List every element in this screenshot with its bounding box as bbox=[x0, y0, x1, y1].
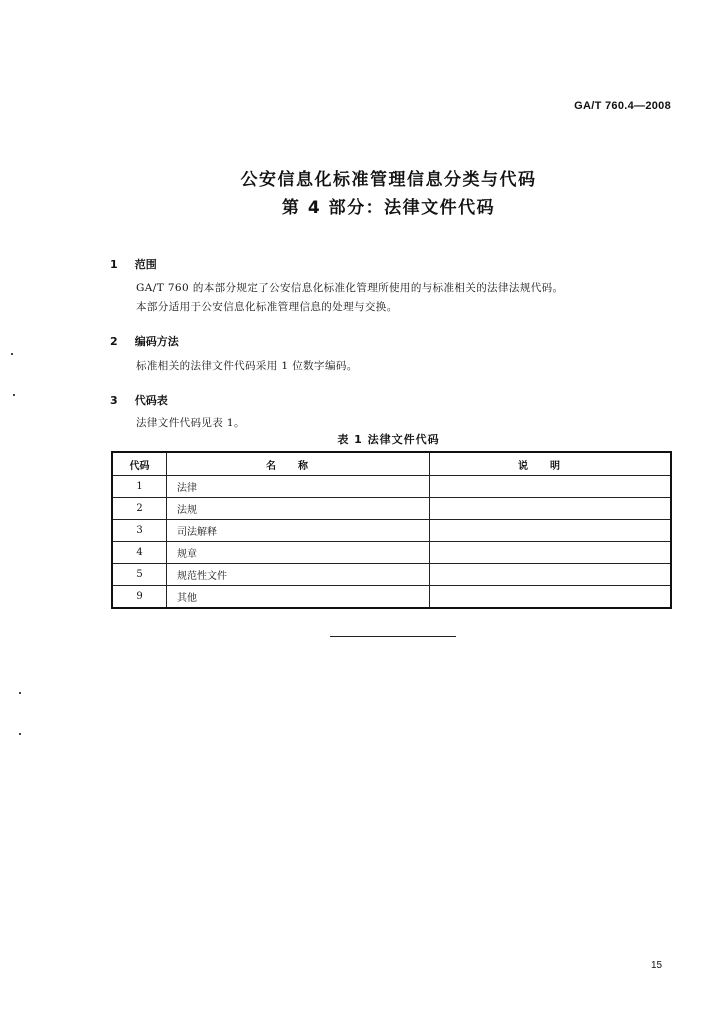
section-number: 3 bbox=[110, 394, 118, 407]
cell-code: 2 bbox=[112, 498, 167, 520]
cell-description bbox=[430, 542, 672, 564]
cell-code: 3 bbox=[112, 520, 167, 542]
scan-speck bbox=[19, 733, 21, 735]
table-row bbox=[112, 586, 671, 609]
section-2-heading bbox=[110, 330, 179, 349]
cell-name: 其他 bbox=[167, 586, 430, 609]
section-3-paragraph-1: 法律文件代码见表 1。 bbox=[136, 417, 245, 429]
cell-description bbox=[430, 520, 672, 542]
section-title: 代码表 bbox=[134, 394, 168, 407]
cell-description bbox=[430, 476, 672, 498]
section-title: 范围 bbox=[134, 258, 157, 271]
cell-name: 规范性文件 bbox=[167, 564, 430, 586]
scan-speck bbox=[13, 394, 15, 396]
section-3-heading bbox=[110, 389, 168, 408]
document-subtitle: 第 4 部分：法律文件代码 bbox=[281, 198, 496, 218]
section-1-heading bbox=[110, 253, 157, 272]
header-name: 名称 bbox=[167, 452, 430, 476]
scan-speck bbox=[11, 353, 13, 355]
page-number: 15 bbox=[651, 960, 663, 971]
header-description: 说明 bbox=[430, 452, 672, 476]
section-1-paragraph-2: 本部分适用于公安信息化标准管理信息的处理与交换。 bbox=[136, 301, 398, 313]
section-number: 1 bbox=[110, 258, 118, 271]
cell-name: 法律 bbox=[167, 476, 430, 498]
table-row bbox=[112, 498, 671, 520]
cell-code: 9 bbox=[112, 586, 167, 609]
cell-description bbox=[430, 564, 672, 586]
header-code: 代码 bbox=[112, 452, 167, 476]
table-row bbox=[112, 476, 671, 498]
section-2-paragraph-1: 标准相关的法律文件代码采用 1 位数字编码。 bbox=[136, 360, 358, 372]
section-title: 编码方法 bbox=[134, 335, 179, 348]
table-row bbox=[112, 520, 671, 542]
cell-code: 1 bbox=[112, 476, 167, 498]
standard-code: GA/T 760.4—2008 bbox=[574, 100, 671, 112]
cell-description bbox=[430, 498, 672, 520]
cell-name: 规章 bbox=[167, 542, 430, 564]
scan-speck bbox=[19, 692, 21, 694]
section-number: 2 bbox=[110, 335, 118, 348]
cell-name: 司法解释 bbox=[167, 520, 430, 542]
cell-code: 4 bbox=[112, 542, 167, 564]
cell-description bbox=[430, 586, 672, 609]
table-caption: 表 1 法律文件代码 bbox=[337, 433, 440, 446]
table-header-row bbox=[112, 452, 671, 476]
cell-name: 法规 bbox=[167, 498, 430, 520]
table-row bbox=[112, 564, 671, 586]
end-rule bbox=[330, 636, 456, 637]
document-title: 公安信息化标准管理信息分类与代码 bbox=[240, 170, 537, 190]
cell-code: 5 bbox=[112, 564, 167, 586]
code-table bbox=[111, 451, 672, 609]
table-row bbox=[112, 542, 671, 564]
section-1-paragraph-1: GA/T 760 的本部分规定了公安信息化标准化管理所使用的与标准相关的法律法规代码。 bbox=[136, 282, 564, 294]
